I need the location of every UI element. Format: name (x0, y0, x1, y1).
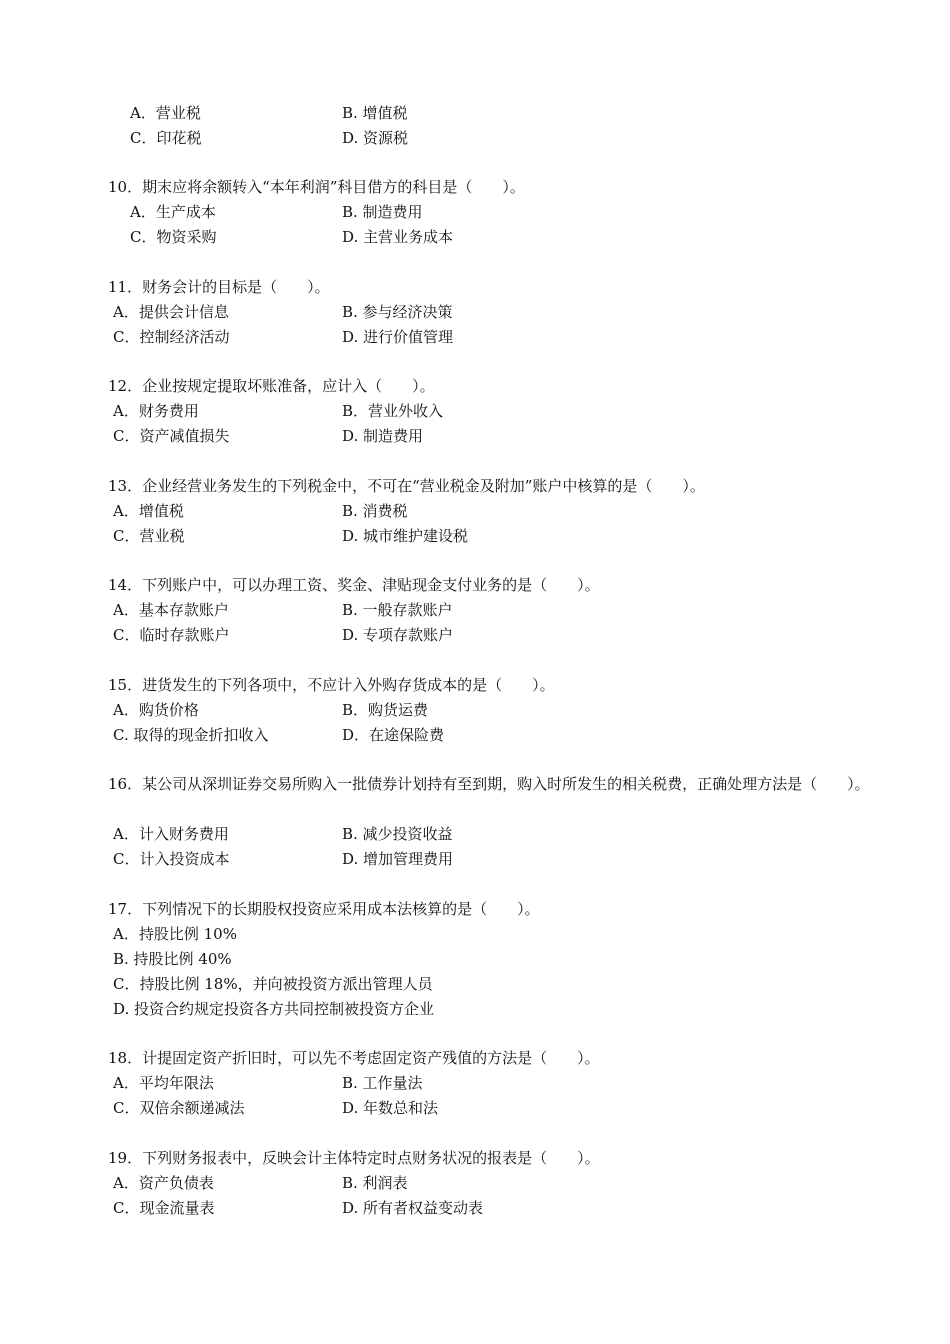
option-text: D. 主营业务成本 (342, 228, 454, 246)
question-stem: 11．财务会计的目标是（ ）。 (108, 278, 330, 296)
option-text: D. 增加管理费用 (342, 850, 454, 868)
question-stem: 14．下列账户中，可以办理工资、奖金、津贴现金支付业务的是（ ）。 (108, 576, 600, 594)
option-text: C. 取得的现金折扣收入 (113, 726, 269, 744)
option-text: A．持股比例 10% (113, 925, 237, 943)
option-text: A．提供会计信息 (113, 303, 229, 321)
option-text: A．平均年限法 (113, 1074, 214, 1092)
option-text: B. 减少投资收益 (342, 825, 453, 843)
option-text: B. 一般存款账户 (342, 601, 453, 619)
option-text: D. 投资合约规定投资各方共同控制被投资方企业 (113, 1000, 435, 1018)
option-text: D. 所有者权益变动表 (342, 1199, 484, 1217)
question-stem: 10．期末应将余额转入“本年利润”科目借方的科目是（ ）。 (108, 178, 525, 196)
option-text: A．计入财务费用 (113, 825, 229, 843)
option-text: C．物资采购 (130, 228, 217, 246)
option-text: C．临时存款账户 (113, 626, 230, 644)
option-text: B. 持股比例 40% (113, 950, 232, 968)
question-stem: 16．某公司从深圳证券交易所购入一批债券计划持有至到期，购入时所发生的相关税费，正确处理方法是（ ）。 (108, 775, 870, 793)
option-text: A．增值税 (113, 502, 184, 520)
option-text: B. 工作量法 (342, 1074, 423, 1092)
option-text: C．资产减值损失 (113, 427, 230, 445)
option-text: B．营业外收入 (342, 402, 444, 420)
option-text: B. 参与经济决策 (342, 303, 453, 321)
option-text: D. 资源税 (342, 129, 409, 147)
option-text: D. 专项存款账户 (342, 626, 454, 644)
option-text: D. 城市维护建设税 (342, 527, 469, 545)
option-text: C．现金流量表 (113, 1199, 215, 1217)
option-text: B. 制造费用 (342, 203, 423, 221)
option-text: D. 年数总和法 (342, 1099, 439, 1117)
option-text: C．印花税 (130, 129, 202, 147)
question-stem: 19．下列财务报表中，反映会计主体特定时点财务状况的报表是（ ）。 (108, 1149, 600, 1167)
option-text: A．资产负债表 (113, 1174, 214, 1192)
option-text: C．控制经济活动 (113, 328, 230, 346)
option-text: B. 增值税 (342, 104, 408, 122)
option-text: A．生产成本 (130, 203, 216, 221)
question-stem: 12．企业按规定提取坏账准备，应计入（ ）。 (108, 377, 435, 395)
option-text: A．基本存款账户 (113, 601, 229, 619)
option-text: C．计入投资成本 (113, 850, 230, 868)
option-text: A．购货价格 (113, 701, 199, 719)
option-text: A．财务费用 (113, 402, 199, 420)
option-text: B. 利润表 (342, 1174, 408, 1192)
option-text: C．双倍余额递减法 (113, 1099, 245, 1117)
question-stem: 17．下列情况下的长期股权投资应采用成本法核算的是（ ）。 (108, 900, 540, 918)
question-stem: 13．企业经营业务发生的下列税金中，不可在“营业税金及附加”账户中核算的是（ ）。 (108, 477, 705, 495)
option-text: B．购货运费 (342, 701, 429, 719)
question-stem: 15．进货发生的下列各项中，不应计入外购存货成本的是（ ）。 (108, 676, 555, 694)
option-text: A．营业税 (130, 104, 201, 122)
option-text: D. 进行价值管理 (342, 328, 454, 346)
option-text: B. 消费税 (342, 502, 408, 520)
option-text: C．持股比例 18%，并向被投资方派出管理人员 (113, 975, 433, 993)
question-stem: 18．计提固定资产折旧时，可以先不考虑固定资产残值的方法是（ ）。 (108, 1049, 600, 1067)
option-text: D. 制造费用 (342, 427, 424, 445)
option-text: C．营业税 (113, 527, 185, 545)
option-text: D．在途保险费 (342, 726, 445, 744)
